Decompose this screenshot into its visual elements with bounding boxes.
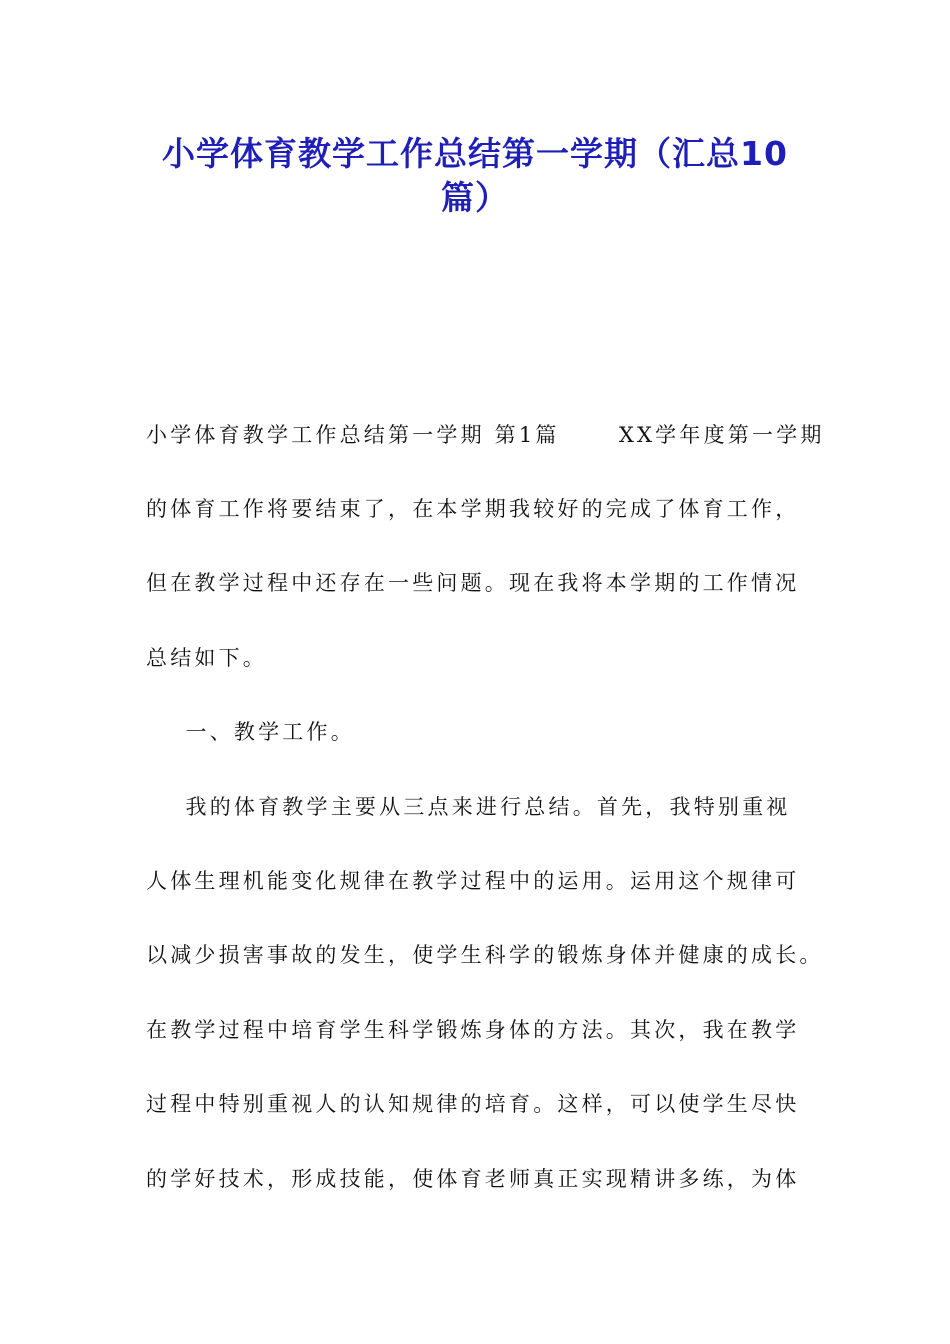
- document-title-line-1: 小学体育教学工作总结第一学期（汇总10: [162, 134, 788, 173]
- body-line-8: 以减少损害事故的发生，使学生科学的锻炼身体并健康的成长。: [146, 943, 824, 967]
- section-heading-teaching-work: 一、教学工作。: [146, 720, 355, 744]
- body-line-4: 总结如下。: [146, 646, 267, 670]
- document-title-line-2: 篇）: [441, 178, 509, 217]
- body-line-10: 过程中特别重视人的认知规律的培育。这样，可以使学生尽快: [146, 1092, 800, 1116]
- body-line-1: 小学体育教学工作总结第一学期 第1篇 XX学年度第一学期: [146, 423, 825, 447]
- body-line-2: 的体育工作将要结束了，在本学期我较好的完成了体育工作，: [146, 497, 800, 521]
- body-line-7: 人体生理机能变化规律在教学过程中的运用。运用这个规律可: [146, 869, 800, 893]
- body-line-9: 在教学过程中培育学生科学锻炼身体的方法。其次，我在教学: [146, 1018, 800, 1042]
- body-line-11: 的学好技术，形成技能，使体育老师真正实现精讲多练，为体: [146, 1167, 800, 1191]
- body-line-3: 但在教学过程中还存在一些问题。现在我将本学期的工作情况: [146, 571, 800, 595]
- body-line-6: 我的体育教学主要从三点来进行总结。首先，我特别重视: [146, 795, 791, 819]
